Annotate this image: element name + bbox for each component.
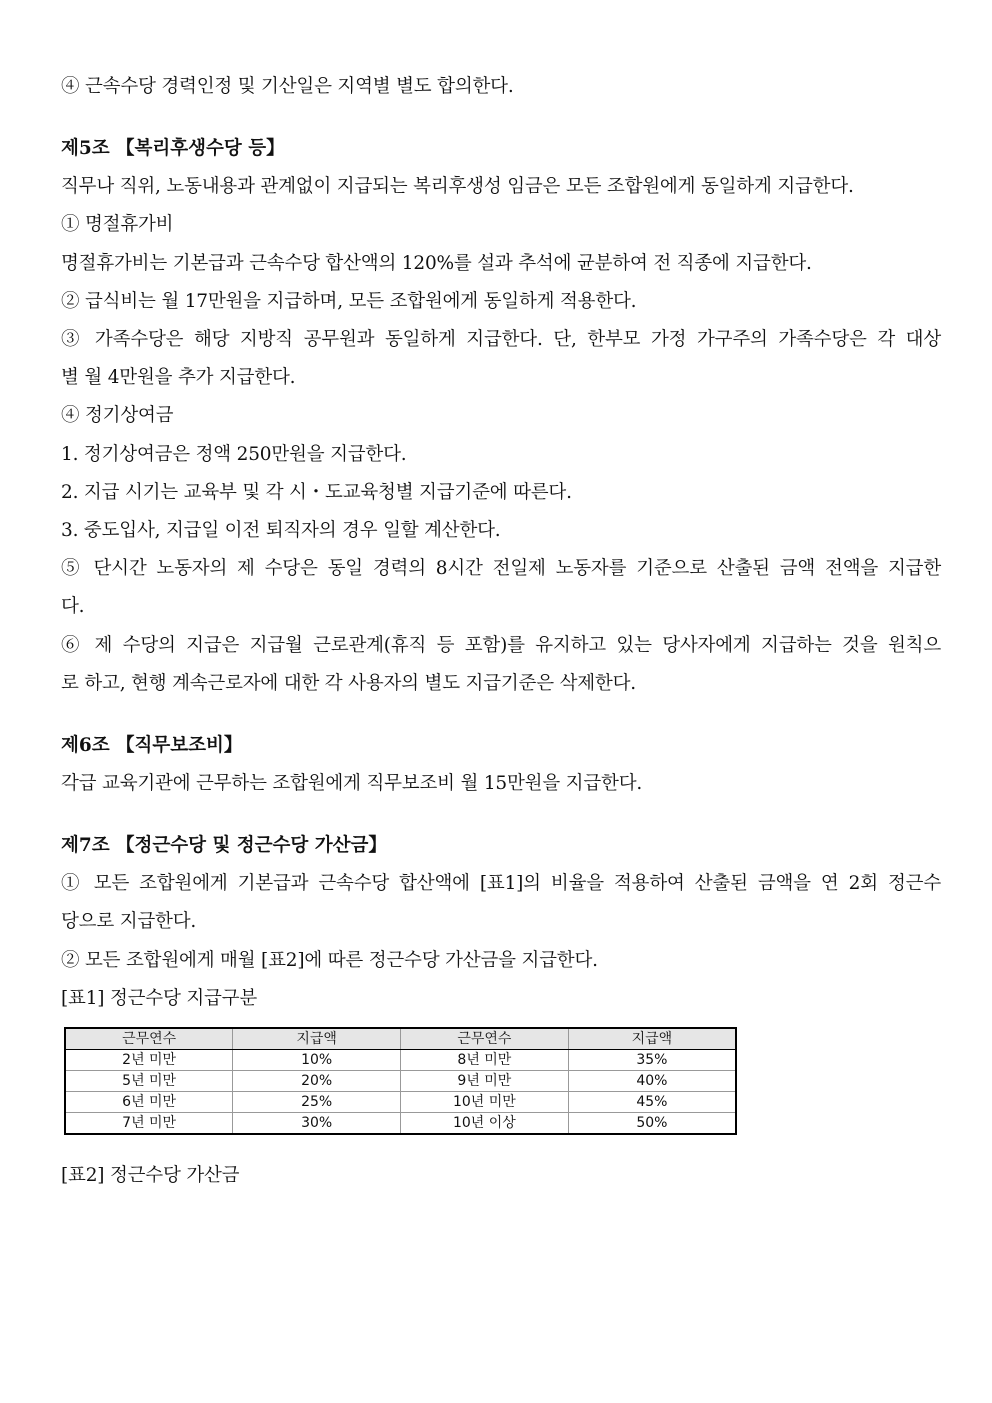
table-1-caption: [표1] 정근수당 지급구분	[61, 987, 258, 1009]
table-row	[65, 1050, 736, 1071]
table-cell: 30%	[233, 1113, 401, 1135]
table-header-cell: 근무연수	[401, 1028, 569, 1050]
article-5-line: 3. 중도입사, 지급일 이전 퇴직자의 경우 일할 계산한다.	[61, 520, 501, 542]
article-7-line: ② 모든 조합원에게 매월 [표2]에 따른 정근수당 가산금을 지급한다.	[61, 949, 598, 971]
article-5-line: ④ 정기상여금	[61, 405, 174, 427]
table-header-row	[65, 1028, 736, 1050]
document-page	[61, 68, 941, 1195]
table-cell: 6년 미만	[65, 1092, 233, 1113]
table-row	[65, 1071, 736, 1092]
table-cell: 10%	[233, 1050, 401, 1071]
article-5-line: 명절휴가비는 기본급과 근속수당 합산액의 120%를 설과 추석에 균분하여 전 직종에 지급한다.	[61, 252, 812, 274]
table-row	[65, 1113, 736, 1135]
article-7-line: ① 모든 조합원에게 기본급과 근속수당 합산액에 [표1]의 비율을 적용하여 산출된 금액을 연 2회 정근수	[61, 873, 941, 895]
table-cell: 40%	[568, 1071, 736, 1092]
article-5-line: ① 명절휴가비	[61, 214, 174, 236]
article-5-heading: 제5조 【복리후생수당 등】	[61, 138, 285, 160]
table-cell: 9년 미만	[401, 1071, 569, 1092]
table-cell: 8년 미만	[401, 1050, 569, 1071]
table-header-cell: 지급액	[233, 1028, 401, 1050]
table-cell: 45%	[568, 1092, 736, 1113]
table-header-cell: 근무연수	[65, 1028, 233, 1050]
article-6-heading: 제6조 【직무보조비】	[61, 735, 243, 757]
article-5-line: ⑥ 제 수당의 지급은 지급월 근로관계(휴직 등 포함)를 유지하고 있는 당사자에게 지급하는 것을 원칙으	[61, 634, 941, 656]
table-cell: 5년 미만	[65, 1071, 233, 1092]
table-1	[64, 1027, 737, 1135]
table-row	[65, 1092, 736, 1113]
article-5-line: 다.	[61, 596, 85, 618]
table-cell: 7년 미만	[65, 1113, 233, 1135]
article-5-line: 로 하고, 현행 계속근로자에 대한 각 사용자의 별도 지급기준은 삭제한다.	[61, 672, 636, 694]
table-2-caption: [표2] 정근수당 가산금	[61, 1165, 240, 1187]
article-5-line: 1. 정기상여금은 정액 250만원을 지급한다.	[61, 443, 407, 465]
table-cell: 10년 미만	[401, 1092, 569, 1113]
article-5-line: ⑤ 단시간 노동자의 제 수당은 동일 경력의 8시간 전일제 노동자를 기준으로 산출된 금액 전액을 지급한	[61, 558, 941, 580]
table-cell: 25%	[233, 1092, 401, 1113]
article-7-line: 당으로 지급한다.	[61, 911, 197, 933]
table-cell: 20%	[233, 1071, 401, 1092]
intro-line: ④ 근속수당 경력인정 및 기산일은 지역별 별도 합의한다.	[61, 76, 514, 97]
article-5-line: ② 급식비는 월 17만원을 지급하며, 모든 조합원에게 동일하게 적용한다.	[61, 290, 637, 312]
article-5-line: 2. 지급 시기는 교육부 및 각 시・도교육청별 지급기준에 따른다.	[61, 481, 572, 503]
article-5-line: ③ 가족수당은 해당 지방직 공무원과 동일하게 지급한다. 단, 한부모 가정 가구주의 가족수당은 각 대상	[61, 329, 941, 351]
article-5-line: 직무나 직위, 노동내용과 관계없이 지급되는 복리후생성 임금은 모든 조합원에게 동일하게 지급한다.	[61, 176, 854, 198]
article-7-heading: 제7조 【정근수당 및 정근수당 가산금】	[61, 835, 387, 857]
table-cell: 50%	[568, 1113, 736, 1135]
table-header-cell: 지급액	[568, 1028, 736, 1050]
article-6-line: 각급 교육기관에 근무하는 조합원에게 직무보조비 월 15만원을 지급한다.	[61, 773, 643, 795]
table-cell: 35%	[568, 1050, 736, 1071]
table-cell: 2년 미만	[65, 1050, 233, 1071]
table-cell: 10년 이상	[401, 1113, 569, 1135]
article-5-line: 별 월 4만원을 추가 지급한다.	[61, 367, 296, 389]
